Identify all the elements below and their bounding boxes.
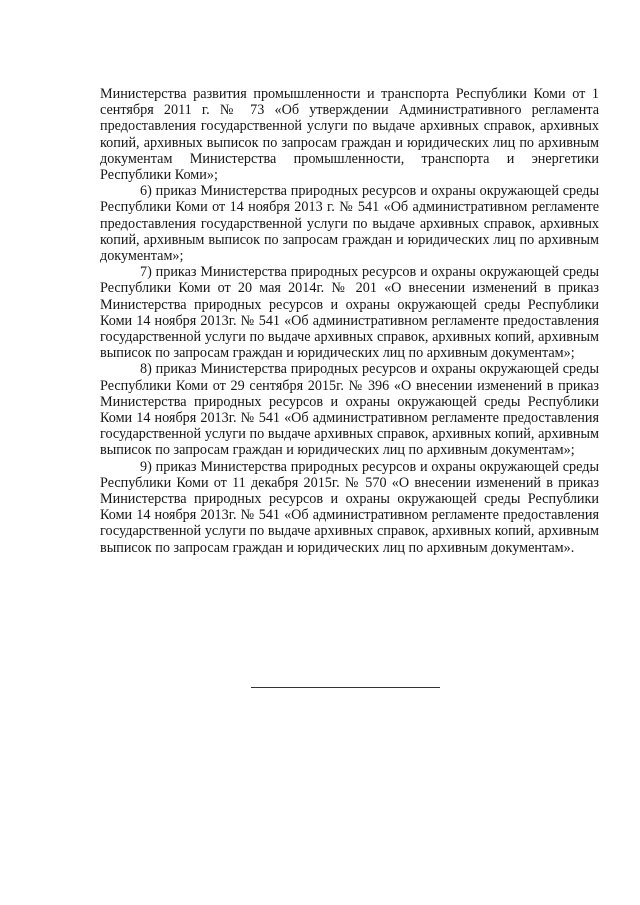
end-separator-line [251, 687, 440, 688]
paragraph-item-8: 8) приказ Министерства природных ресурсов и охраны окружающей среды Республики Коми от 29 сентября 2015г. № 396 «О внесении изменений в приказ Министерства природных ресурсов и охраны окружающей среды Республики Коми 14 ноября 2013г. № 541 «Об административном регламенте предоставления государственной услуги по выдаче архивных справок, архивных копий, архивным выписок по запросам граждан и юридических лиц по архивным документам»; [100, 361, 599, 459]
paragraph-item-7: 7) приказ Министерства природных ресурсов и охраны окружающей среды Республики Коми от 20 мая 2014г. № 201 «О внесении изменений в приказ Министерства природных ресурсов и охраны окружающей среды Республики Коми 14 ноября 2013г. № 541 «Об административном регламенте предоставления государственной услуги по выдаче архивных справок, архивных копий, архивным выписок по запросам граждан и юридических лиц по архивным документам»; [100, 264, 599, 362]
document-body [100, 86, 599, 556]
paragraph-item-9: 9) приказ Министерства природных ресурсов и охраны окружающей среды Республики Коми от 11 декабря 2015г. № 570 «О внесении изменений в приказ Министерства природных ресурсов и охраны окружающей среды Республики Коми 14 ноября 2013г. № 541 «Об административном регламенте предоставления государственной услуги по выдаче архивных справок, архивных копий, архивным выписок по запросам граждан и юридических лиц по архивным документам». [100, 458, 599, 556]
paragraph-continuation: Министерства развития промышленности и транспорта Республики Коми от 1 сентября 2011 г. № 73 «Об утверждении Административного регламента предоставления государственной услуги по выдаче архивных справок, архивных копий, архивных выписок по запросам граждан и юридических лиц по архивным документам Министерства промышленности, транспорта и энергетики Республики Коми»; [100, 86, 599, 184]
paragraph-item-6: 6) приказ Министерства природных ресурсов и охраны окружающей среды Республики Коми от 14 ноября 2013 г. № 541 «Об административном регламенте предоставления государственной услуги по выдаче архивных справок, архивных копий, архивным выписок по запросам граждан и юридических лиц по архивным документам»; [100, 183, 599, 265]
